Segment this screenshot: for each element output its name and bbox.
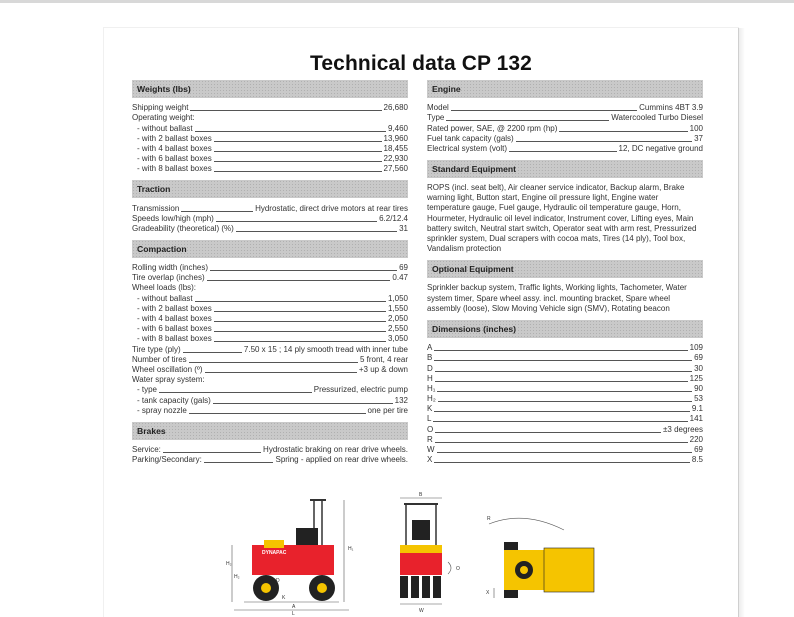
spec-value: 90: [694, 383, 703, 393]
front-frame: [400, 545, 442, 553]
spec-label: X: [427, 455, 433, 465]
leader-line: [437, 391, 692, 392]
spec-row: [132, 344, 408, 354]
spec-label: Type: [427, 113, 445, 123]
spec-row: [132, 406, 408, 416]
spec-label: - with 4 ballast boxes: [137, 143, 212, 153]
spec-label: Operating weight:: [132, 113, 195, 123]
dimension-row: [427, 394, 703, 404]
spec-label: Model: [427, 103, 449, 113]
leader-line: [214, 331, 386, 332]
spec-row: [132, 103, 408, 113]
dimension-label: X: [486, 590, 490, 596]
leader-line: [181, 211, 253, 212]
leader-line: [213, 403, 393, 404]
spec-value: 37: [694, 133, 703, 143]
spec-value: 1,050: [387, 293, 408, 303]
leader-line: [435, 432, 661, 433]
dimension-row: [427, 374, 703, 384]
spec-row: [132, 304, 408, 314]
leader-line: [159, 392, 312, 393]
operator-seat: [296, 528, 318, 546]
section-heading-engine: Engine: [427, 80, 703, 98]
spec-row: [132, 355, 408, 365]
section-heading-optional-equipment: Optional Equipment: [427, 260, 703, 278]
section-heading-brakes: Brakes: [132, 422, 408, 440]
leader-line: [236, 231, 397, 232]
spec-value: 18,455: [383, 143, 408, 153]
spec-label: H: [427, 373, 433, 383]
spec-value: 3,050: [387, 334, 408, 344]
rear-tire-top: [504, 542, 518, 550]
right-column: [427, 80, 703, 465]
leader-line: [435, 442, 688, 443]
dimension-row: [427, 435, 703, 445]
dimension-label: H₂: [234, 574, 240, 580]
front-tire: [411, 576, 419, 598]
spec-row: [132, 314, 408, 324]
spec-label: Wheel oscillation (º): [132, 364, 203, 374]
spec-value: 69: [399, 263, 408, 273]
spec-value: 7.50 x 15 ; 14 ply smooth tread with inner tube: [243, 344, 408, 354]
spec-label: Electrical system (volt): [427, 143, 508, 153]
spec-value: 132: [394, 395, 408, 405]
leader-line: [451, 110, 637, 111]
dimension-label: L: [292, 611, 295, 615]
spec-label: Wheel loads (lbs):: [132, 283, 197, 293]
leader-line: [214, 311, 386, 312]
spec-value: Watercooled Turbo Diesel: [611, 113, 703, 123]
spec-label: Gradeability (theoretical) (%): [132, 223, 234, 233]
leader-line: [437, 452, 693, 453]
leader-line: [435, 371, 692, 372]
spec-label: Parking/Secondary:: [132, 455, 202, 465]
leader-line: [207, 280, 391, 281]
rear-tire-top: [504, 590, 518, 598]
leader-line: [434, 411, 690, 412]
dimension-row: [427, 455, 703, 465]
spec-label: H₂: [427, 394, 436, 404]
leader-line: [183, 352, 242, 353]
spec-value: 12, DC negative ground: [618, 143, 703, 153]
top-divider: [0, 0, 794, 3]
leader-line: [433, 421, 687, 422]
spec-subheading: [132, 375, 408, 385]
spec-row: [132, 445, 408, 455]
spec-label: - spray nozzle: [137, 405, 187, 415]
spec-row: [427, 123, 703, 133]
page-title: Technical data CP 132: [310, 52, 532, 75]
dimension-label: O: [456, 566, 460, 572]
spec-value: 9,460: [387, 123, 408, 133]
spec-subheading: [132, 113, 408, 123]
spec-row: [132, 273, 408, 283]
side-view-diagram: [226, 500, 354, 615]
spec-row: [132, 123, 408, 133]
dimension-row: [427, 363, 703, 373]
leader-line: [216, 221, 377, 222]
spec-value: 125: [689, 373, 703, 383]
leader-line: [195, 131, 386, 132]
engine-hood: [264, 540, 284, 548]
leader-line: [446, 120, 609, 121]
spec-value: 100: [689, 123, 703, 133]
spec-label: D: [427, 363, 433, 373]
section-heading-traction: Traction: [132, 180, 408, 198]
oscillation-arc: [448, 562, 451, 574]
spec-value: +3 up & down: [358, 364, 408, 374]
spec-value: 30: [694, 363, 703, 373]
spec-row: [132, 224, 408, 234]
front-frame-top: [544, 548, 594, 592]
spec-value: Spring - applied on rear drive wheels.: [275, 455, 408, 465]
spec-value: ±3 degrees: [663, 424, 703, 434]
spec-value: 2,550: [387, 324, 408, 334]
front-view-diagram: [400, 492, 460, 614]
spec-value: 26,680: [383, 103, 408, 113]
spec-value: 141: [689, 414, 703, 424]
spec-label: Service:: [132, 444, 161, 454]
spec-label: A: [427, 343, 433, 353]
spec-label: Water spray system:: [132, 375, 205, 385]
rear-hub: [261, 583, 271, 593]
spec-label: R: [427, 434, 433, 444]
dimension-label: H₁: [348, 546, 354, 552]
spec-value: 8.5: [691, 455, 703, 465]
leader-line: [195, 301, 386, 302]
spec-label: Shipping weight: [132, 103, 189, 113]
spec-row: [427, 113, 703, 123]
leader-line: [214, 141, 382, 142]
standard-equipment-text: ROPS (incl. seat belt), Air cleaner service indicator, Backup alarm, Brake warning light, Button start, Engine oil pressure light, Engine water temperature gauge, Fuel gauge, Hydraulic oil temperature gauge, Horn, Hourmeter, Hydraulic oil level indicator, Instrument cover, Lifting eyes, Main battery switch, Neutral start switch, Operator seat with arm rest, Pressurized sprinkler system, Dual scrapers with cocoa mats, Tires (14 ply), Tool box, Vandalism protection: [427, 182, 697, 254]
spec-value: 9.1: [691, 404, 703, 414]
spec-subheading: [132, 283, 408, 293]
spec-row: [132, 365, 408, 375]
leader-line: [516, 141, 692, 142]
spec-label: - without ballast: [137, 293, 193, 303]
spec-value: one per tire: [367, 405, 408, 415]
spec-value: 1,550: [387, 303, 408, 313]
spec-row: [132, 395, 408, 405]
leader-line: [189, 413, 366, 414]
spec-label: Speeds low/high (mph): [132, 213, 214, 223]
leader-line: [214, 161, 382, 162]
spec-value: 6.2/12.4: [379, 213, 408, 223]
leader-line: [189, 362, 358, 363]
section-heading-compaction: Compaction: [132, 240, 408, 258]
leader-line: [214, 171, 382, 172]
top-view-diagram: [486, 516, 594, 598]
leader-line: [204, 462, 274, 463]
spec-value: 220: [689, 434, 703, 444]
spec-row: [132, 214, 408, 224]
leader-line: [190, 110, 381, 111]
spec-label: - with 6 ballast boxes: [137, 324, 212, 334]
spec-label: Number of tires: [132, 354, 187, 364]
spec-label: Tire type (ply): [132, 344, 181, 354]
dimension-label: K: [282, 595, 286, 601]
spec-label: Transmission: [132, 203, 180, 213]
spec-label: L: [427, 414, 432, 424]
spec-value: 109: [689, 343, 703, 353]
leader-line: [435, 381, 688, 382]
spec-label: - with 2 ballast boxes: [137, 303, 212, 313]
front-hub: [317, 583, 327, 593]
spec-row: [132, 134, 408, 144]
spec-row: [132, 455, 408, 465]
leader-line: [214, 151, 382, 152]
spec-value: Pressurized, electric pump: [313, 385, 408, 395]
spec-label: - with 8 ballast boxes: [137, 164, 212, 174]
page-edge-shadow: [737, 28, 745, 617]
spec-label: H₁: [427, 383, 436, 393]
roller-dimension-diagrams: [204, 490, 624, 615]
dimension-row: [427, 404, 703, 414]
left-column: [132, 80, 408, 465]
dimension-row: [427, 343, 703, 353]
leader-line: [559, 131, 687, 132]
spec-row: [427, 103, 703, 113]
spec-value: 2,050: [387, 314, 408, 323]
spec-value: 31: [399, 223, 408, 233]
leader-line: [210, 270, 397, 271]
spec-label: Rolling width (inches): [132, 263, 209, 273]
dimension-label: R: [487, 516, 491, 522]
dimension-row: [427, 445, 703, 455]
spec-row: [132, 144, 408, 154]
spec-label: B: [427, 353, 433, 363]
front-tire: [422, 576, 430, 598]
spec-row: [132, 293, 408, 303]
spec-label: W: [427, 445, 435, 455]
spec-row: [132, 154, 408, 164]
spec-label: Fuel tank capacity (gals): [427, 133, 514, 143]
spec-label: - type: [137, 385, 158, 395]
dimension-label: H₂: [226, 561, 232, 567]
dimension-row: [427, 414, 703, 424]
spec-row: [132, 203, 408, 213]
leader-line: [434, 350, 687, 351]
section-heading-standard-equipment: Standard Equipment: [427, 160, 703, 178]
leader-line: [438, 401, 692, 402]
leader-line: [214, 341, 386, 342]
spec-value: 69: [694, 353, 703, 363]
dimension-label: A: [292, 604, 296, 610]
spec-value: 53: [694, 394, 703, 404]
spec-row: [132, 385, 408, 395]
spec-value: 69: [694, 445, 703, 455]
operator-seat: [412, 520, 430, 540]
spec-label: - with 2 ballast boxes: [137, 133, 212, 143]
leader-line: [163, 452, 261, 453]
optional-equipment-text: Sprinkler backup system, Traffic lights, Working lights, Tachometer, Water system timer, Spare wheel assy. incl. mounting bracket, Spare wheel assembly (loose), Slow Moving Vehicle sign (SMV), Rotating beacon: [427, 283, 687, 313]
spec-value: Hydrostatic, direct drive motors at rear tires: [255, 203, 408, 213]
spec-row: [132, 324, 408, 334]
spec-value: 13,960: [383, 133, 408, 143]
steering-hub: [520, 566, 528, 574]
spec-label: - tank capacity (gals): [137, 395, 211, 405]
spec-label: Rated power, SAE, @ 2200 rpm (hp): [427, 123, 558, 133]
spec-label: K: [427, 404, 433, 414]
dimension-label: B: [419, 492, 423, 498]
spec-label: - with 4 ballast boxes: [137, 314, 212, 323]
spec-label: O: [427, 424, 434, 434]
spec-row: [427, 134, 703, 144]
brand-label: DYNAPAC: [262, 550, 287, 556]
leader-line: [205, 372, 357, 373]
spec-value: 27,560: [383, 164, 408, 174]
dimension-row: [427, 384, 703, 394]
section-heading-dimensions: Dimensions (inches): [427, 320, 703, 338]
spec-value: 5 front, 4 rear: [359, 354, 408, 364]
spec-row: [427, 144, 703, 154]
spec-label: - with 6 ballast boxes: [137, 154, 212, 164]
spec-value: Cummins 4BT 3.9: [639, 103, 703, 113]
spec-label: Tire overlap (inches): [132, 273, 205, 283]
front-tire: [433, 576, 441, 598]
spec-row: [132, 164, 408, 174]
dimension-label: D: [276, 578, 280, 584]
dimension-label: W: [419, 608, 424, 614]
spec-label: - with 8 ballast boxes: [137, 334, 212, 344]
front-tire: [400, 576, 408, 598]
spec-row: [132, 263, 408, 273]
section-heading-weights: Weights (lbs): [132, 80, 408, 98]
leader-line: [509, 151, 616, 152]
spec-value: 22,930: [383, 154, 408, 164]
dimension-row: [427, 353, 703, 363]
spec-label: - without ballast: [137, 123, 193, 133]
spec-row: [132, 334, 408, 344]
spec-sheet-page: [104, 28, 738, 617]
leader-line: [434, 360, 692, 361]
leader-line: [434, 462, 690, 463]
spec-value: 0.47: [392, 273, 408, 283]
turning-radius-arc: [489, 518, 564, 530]
dimension-row: [427, 424, 703, 434]
spec-value: Hydrostatic braking on rear drive wheels.: [263, 444, 408, 454]
leader-line: [214, 321, 386, 322]
